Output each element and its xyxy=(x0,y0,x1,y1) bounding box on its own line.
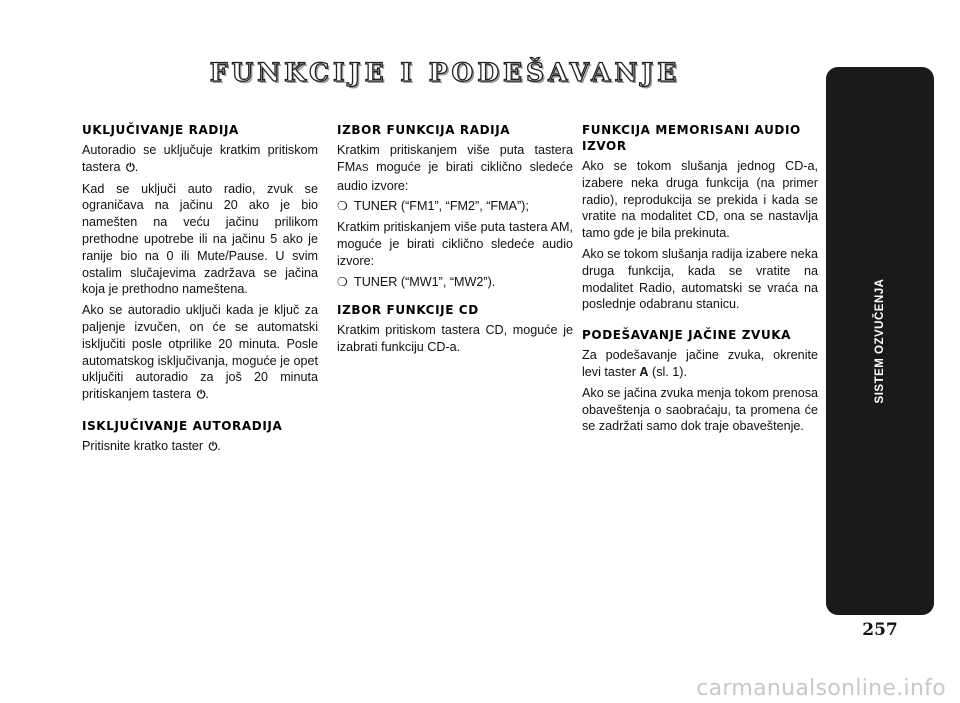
paragraph: Ako se autoradio uključi kada je ključ za paljenje izvučen, on će se automatski isključiti posle otprilike 20 minuta. Posle automatskog isključivanja, moguće je opet uključiti autoradio za još 20 minuta pritiskanjem tastera ⏻. xyxy=(82,302,318,404)
column-2 xyxy=(337,122,573,360)
paragraph: Ako se jačina zvuka menja tokom prenosa obaveštenja o saobraćaju, ta promena će se zadržati samo dok traje obaveštenje. xyxy=(582,385,818,434)
column-3 xyxy=(582,122,818,439)
watermark: carmanualsonline.info xyxy=(696,676,946,701)
power-button-icon: ⏻ xyxy=(126,161,135,174)
paragraph: Ako se tokom slušanja jednog CD-a, izabere neka druga funkcija (na primer radio), reprodukcija se prekida i kada se vratite na modalitet CD, ona se nastavlja tamo gde je bila prekinuta. xyxy=(582,159,818,241)
circle-bullet-icon: ❍ xyxy=(337,199,348,214)
circle-bullet-icon: ❍ xyxy=(337,274,348,289)
list-item: ❍ TUNER (“FM1”, “FM2”, “FMA”); xyxy=(337,199,529,214)
section-heading-radio-off: ISKLJUČIVANJE AUTORADIJA xyxy=(82,418,283,433)
paragraph: Kratkim pritiskom tastera CD, moguće je izabrati funkciju CD-a. xyxy=(337,323,573,355)
section-heading-cd: IZBOR FUNKCIJE CD xyxy=(337,303,479,318)
paragraph: Kratkim pritiskanjem više puta tastera AM, moguće je birati ciklično sledeće audio izvore: xyxy=(337,220,573,268)
power-button-icon: ⏻ xyxy=(208,440,218,453)
paragraph: Za podešavanje jačine zvuka, okrenite levi taster A (sl. 1). xyxy=(582,348,818,379)
section-heading-radio-on: UKLJUČIVANJE RADIJA xyxy=(82,123,239,137)
paragraph: Pritisnite kratko taster ⏻. xyxy=(82,438,318,456)
paragraph: Autoradio se uključuje kratkim pritiskom tastera ⏻. xyxy=(82,142,318,177)
paragraph: Kad se uključi auto radio, zvuk se ograničava na jačinu 20 ako je bio namešten na veću jačinu prilikom prethodne upotrebe ili na jačinu 5 ako je ranije bio na 0 ili Mute/Pause. U svim ostalim slučajevima zadržava se jačina koja je prethodno nameštena. xyxy=(82,181,318,297)
power-button-icon: ⏻ xyxy=(196,389,206,402)
list-item: ❍ TUNER (“MW1”, “MW2”). xyxy=(337,274,496,289)
section-side-tab xyxy=(826,67,934,615)
column-1 xyxy=(82,122,318,460)
page-title: FUNKCIJE I PODEŠAVANJE xyxy=(209,58,681,87)
section-heading-volume: PODEŠAVANJE JAČINE ZVUKA xyxy=(582,328,792,343)
side-tab-label: SISTEM OZVUČENJA xyxy=(874,278,886,404)
paragraph: Ako se tokom slušanja radija izabere neka druga funkcija, kada se vratite na modalitet Radio, automatski se vraća na poslednje odabranu stanicu. xyxy=(582,246,818,312)
paragraph: Kratkim pritiskanjem više puta tastera FMAS moguće je birati ciklično sledeće audio izvore: xyxy=(337,143,573,193)
section-heading-radio-functions: IZBOR FUNKCIJA RADIJA xyxy=(337,123,511,137)
page-number: 257 xyxy=(862,620,898,640)
section-heading-memorized-source: FUNKCIJA MEMORISANI AUDIO IZVOR xyxy=(582,123,801,153)
